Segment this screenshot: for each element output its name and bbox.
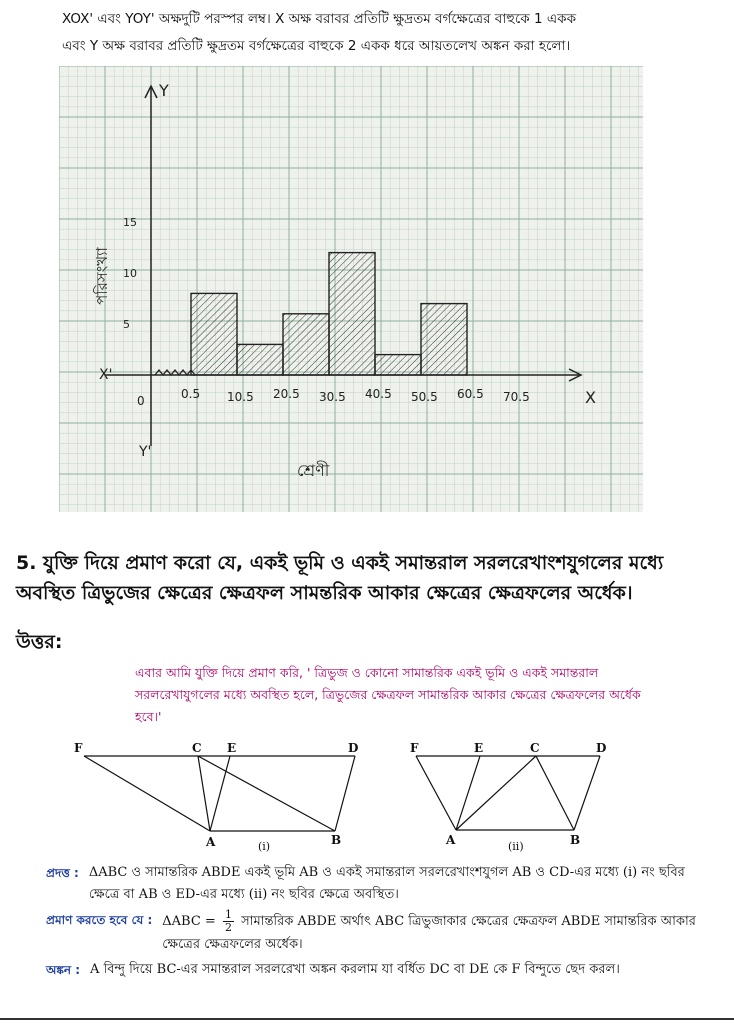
fig1-label-A: A	[206, 835, 216, 849]
x-neg-label: X'	[99, 367, 113, 383]
proof-section	[46, 862, 696, 984]
x-tick-label: 70.5	[503, 390, 530, 404]
fig2-label-A: A	[446, 833, 456, 847]
toprove-row	[46, 909, 696, 956]
x-tick-label: 0.5	[181, 387, 201, 401]
fig2-label-B: B	[570, 833, 581, 847]
histogram-bar	[329, 253, 375, 375]
y-tick-label: 15	[123, 216, 137, 229]
fig1-label-C: C	[192, 741, 202, 755]
construct-label: অঙ্কন :	[46, 963, 81, 977]
x-tick-label: 50.5	[411, 390, 438, 404]
y-tick-label: 10	[123, 267, 137, 280]
given-text: ΔABC ও সামান্তরিক ABDE একই ভূমি AB ও একই সমান্তরাল সরলরেখাংশযুগল AB ও CD-এর মধ্যে (i) নং ছবির ক্ষেত্রে বা AB ও ED-এর মধ্যে (ii) নং ছবির ক্ষেত্রে অবস্থিত।	[88, 865, 685, 902]
fig2-label-D: D	[596, 741, 607, 755]
toprove-post: সামান্তরিক ABDE অর্থাৎ ABC ত্রিভুজাকার ক্ষেত্রের ক্ষেত্রফল ABDE সামান্তরিক আকার ক্ষেত্রের ক্ষেত্রফলের অর্ধেক।	[162, 914, 696, 952]
y-neg-label: Y'	[139, 444, 152, 460]
fig2-label-F: F	[410, 741, 419, 755]
x-axis-title: শ্রেণী	[297, 461, 330, 480]
geometry-figure	[70, 740, 630, 855]
fraction-numerator: 1	[224, 908, 232, 921]
fig2-label-C: C	[530, 741, 540, 755]
x-tick-label: 40.5	[365, 387, 392, 401]
fig2-caption: (ii)	[508, 840, 524, 853]
histogram-bar	[191, 293, 237, 375]
x-tick-label: 20.5	[273, 387, 300, 401]
fig2-label-E: E	[474, 741, 484, 755]
figure-1	[84, 756, 355, 831]
y-tick-label: 5	[123, 318, 130, 331]
intro-text	[62, 6, 702, 60]
histogram-chart	[59, 66, 643, 512]
question-text: 5. যুক্তি দিয়ে প্রমাণ করো যে, একই ভূমি ও একই সমান্তরাল সরলরেখাংশযুগলের মধ্যে অবস্থিত ত্রিভুজের ক্ষেত্রের ক্ষেত্রফল সামন্তরিক আকার ক্ষেত্রের ক্ষেত্রফলের অর্ধেক।	[16, 552, 664, 604]
page-bottom-rule	[0, 1018, 734, 1020]
y-axis-end-label: Y	[159, 81, 169, 100]
fig1-caption: (i)	[258, 840, 271, 853]
histogram-bar	[375, 355, 421, 375]
x-tick-label: 10.5	[227, 390, 254, 404]
intro-line-2: এবং Y অক্ষ বরাবর প্রতিটি ক্ষুদ্রতম বর্গক্ষেত্রের বাহুকে 2 একক ধরে আয়তলেখ অঙ্কন করা হলো।	[62, 38, 571, 54]
figure-2	[416, 756, 600, 830]
histogram-bar	[421, 304, 467, 375]
fig1-label-E: E	[227, 741, 237, 755]
toprove-text	[162, 909, 696, 956]
construct-row	[46, 959, 696, 981]
intro-line-1: XOX' এবং YOY' অক্ষদুটি পরস্পর লম্ব। X অক্ষ বরাবর প্রতিটি ক্ষুদ্রতম বর্গক্ষেত্রের বাহুকে 1 একক	[62, 11, 577, 27]
fig1-label-B: B	[331, 833, 342, 847]
x-tick-label: 30.5	[319, 390, 346, 404]
given-label: প্রদত্ত :	[46, 866, 79, 880]
toprove-pre: ΔABC =	[162, 914, 216, 929]
toprove-label: প্রমাণ করতে হবে যে :	[46, 913, 153, 927]
x-tick-label: 60.5	[457, 387, 484, 401]
x-axis-end-label: X	[585, 388, 596, 407]
y-axis-title: পরিসংখ্যা	[93, 247, 111, 305]
half-fraction	[223, 909, 234, 934]
fig1-label-F: F	[74, 741, 83, 755]
origin-label: 0	[137, 394, 145, 408]
given-row	[46, 862, 696, 906]
construct-text: A বিন্দু দিয়ে BC-এর সমান্তরাল সরলরেখা অঙ্কন করলাম যা বর্ধিত DC বা DE কে F বিন্দুতে ছেদ করল।	[90, 962, 620, 977]
quote-text: এবার আমি যুক্তি দিয়ে প্রমাণ করি, ' ত্রিভুজ ও কোনো সামান্তরিক একই ভূমি ও একই সমান্তরাল সরলরেখাযুগলের মধ্যে অবস্থিত হলে, ত্রিভুজের ক্ষেত্রফল সামান্তরিক আকার ক্ষেত্রের ক্ষেত্রফলের অর্ধেক হবে।'	[135, 665, 641, 724]
answer-label: উত্তর:	[16, 631, 63, 653]
histogram-bar	[283, 314, 329, 375]
fraction-denominator: 2	[224, 921, 232, 934]
fig1-label-D: D	[348, 741, 359, 755]
histogram-bar	[237, 344, 283, 375]
